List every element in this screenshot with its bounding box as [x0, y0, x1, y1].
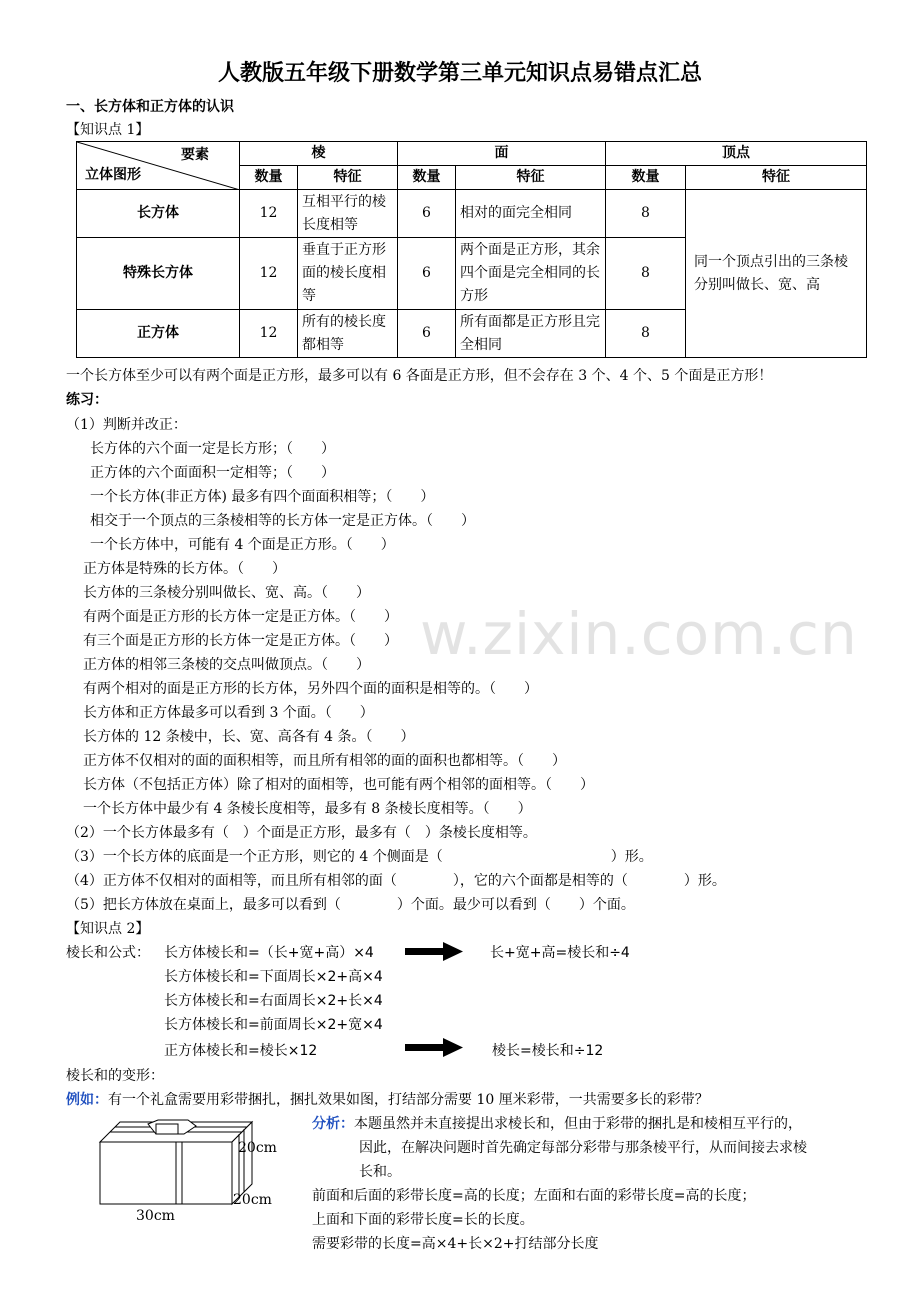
example-text: 有一个礼盒需要用彩带捆扎，捆扎效果如图，打结部分需要 10 厘米彩带，一共需要多长的彩带？ [108, 1092, 709, 1108]
judge-item: 一个长方体中最少有 4 条棱长度相等，最多有 8 条棱长度相等。（ ） [83, 801, 532, 817]
knowledge-point-1: 【知识点 1】 [66, 122, 150, 138]
analysis-label: 分析： [312, 1116, 354, 1132]
edge-count: 12 [240, 310, 298, 358]
edge-feature: 垂直于正方形面的棱长度相等 [298, 238, 398, 310]
exercise-4: （4）正方体不仅相对的面相等，而且所有相邻的面（ ），它的六个面都是相等的（ ）形。 [66, 873, 726, 889]
judge-item: 一个长方体中，可能有 4 个面是正方形。（ ） [90, 537, 395, 553]
edge-feature: 所有的棱长度都相等 [298, 310, 398, 358]
sub-feature: 特征 [686, 166, 867, 190]
judge-item: 长方体的 12 条棱中，长、宽、高各有 4 条。（ ） [83, 729, 415, 745]
table-corner [77, 142, 240, 190]
edge-count: 12 [240, 190, 298, 238]
sub-count: 数量 [606, 166, 686, 190]
solution-line: 前面和后面的彩带长度=高的长度；左面和右面的彩带长度=高的长度； [312, 1188, 756, 1204]
exercise-1-title: （1）判断并改正： [66, 417, 187, 433]
watermark: w.zixin.com.cn [420, 600, 858, 668]
width-label: 20cm [233, 1192, 272, 1208]
analysis-line: 长和。 [359, 1164, 401, 1180]
formula-line: 正方体棱长和=棱长×12 [164, 1043, 318, 1059]
example-label: 例如： [66, 1092, 108, 1108]
exercise-5: （5）把长方体放在桌面上，最多可以看到（ ）个面。最少可以看到（ ）个面。 [66, 897, 635, 913]
vertex-count: 8 [606, 238, 686, 310]
face-feature: 相对的面完全相同 [456, 190, 606, 238]
judge-item: 有两个相对的面是正方形的长方体，另外四个面的面积是相等的。（ ） [83, 681, 538, 697]
judge-item: 有三个面是正方形的长方体一定是正方体。（ ） [83, 633, 398, 649]
formula-label: 棱长和公式： [66, 945, 150, 961]
vertex-count: 8 [606, 190, 686, 238]
vertex-count: 8 [606, 310, 686, 358]
formula-line: 长方体棱长和=下面周长×2+高×4 [164, 969, 383, 985]
face-feature: 两个面是正方形，其余四个面是完全相同的长方形 [456, 238, 606, 310]
gift-box-figure [96, 1118, 256, 1208]
exercise-3: （3）一个长方体的底面是一个正方形，则它的 4 个侧面是（ ）形。 [66, 849, 653, 865]
face-count: 6 [398, 238, 456, 310]
judge-item: 长方体（不包括正方体）除了相对的面相等，也可能有两个相邻的面相等。（ ） [83, 777, 594, 793]
arrow-right-icon [405, 942, 463, 962]
corner-bottom-label: 立体图形 [85, 167, 141, 183]
sub-feature: 特征 [456, 166, 606, 190]
judge-item: 正方体的相邻三条棱的交点叫做顶点。（ ） [83, 657, 370, 673]
exercise-label: 练习： [66, 392, 108, 408]
sub-feature: 特征 [298, 166, 398, 190]
vertex-feature: 同一个顶点引出的三条棱分别叫做长、宽、高 [686, 190, 867, 358]
header-face: 面 [398, 142, 606, 166]
analysis-line: 本题虽然并未直接提出求棱长和，但由于彩带的捆扎是和棱相互平行的， [354, 1116, 802, 1132]
knowledge-point-2: 【知识点 2】 [66, 921, 150, 937]
corner-top-label: 要素 [181, 147, 209, 163]
face-feature: 所有面都是正方形且完全相同 [456, 310, 606, 358]
derived-formula: 长+宽+高=棱长和÷4 [490, 945, 630, 961]
height-label: 20cm [238, 1140, 277, 1156]
face-count: 6 [398, 310, 456, 358]
header-edge: 棱 [240, 142, 398, 166]
judge-item: 正方体是特殊的长方体。（ ） [83, 561, 286, 577]
row-name: 特殊长方体 [77, 238, 240, 310]
edge-count: 12 [240, 238, 298, 310]
analysis-line: 因此，在解决问题时首先确定每部分彩带与那条棱平行，从而间接去求棱 [359, 1140, 807, 1156]
exercise-2: （2）一个长方体最多有（ ）个面是正方形，最多有（ ）条棱长度相等。 [66, 825, 537, 841]
judge-item: 一个长方体(非正方体) 最多有四个面面积相等；（ ） [90, 489, 435, 505]
arrow-right-icon [405, 1038, 463, 1058]
variant-label: 棱长和的变形： [66, 1068, 164, 1084]
judge-item: 正方体的六个面面积一定相等；（ ） [90, 465, 335, 481]
solution-line: 上面和下面的彩带长度=长的长度。 [312, 1212, 534, 1228]
face-count: 6 [398, 190, 456, 238]
judge-item: 长方体和正方体最多可以看到 3 个面。（ ） [83, 705, 374, 721]
judge-item: 有两个面是正方形的长方体一定是正方体。（ ） [83, 609, 398, 625]
row-name: 长方体 [77, 190, 240, 238]
header-vertex: 顶点 [606, 142, 867, 166]
length-label: 30cm [136, 1208, 175, 1224]
solution-line: 需要彩带的长度=高×4+长×2+打结部分长度 [312, 1236, 599, 1252]
formula-line: 长方体棱长和=右面周长×2+长×4 [164, 993, 383, 1009]
sub-count: 数量 [398, 166, 456, 190]
section-heading: 一、长方体和正方体的认识 [66, 99, 234, 115]
table-row [77, 190, 867, 238]
derived-formula: 棱长=棱长和÷12 [492, 1043, 604, 1059]
edge-feature: 互相平行的棱长度相等 [298, 190, 398, 238]
formula-line: 长方体棱长和=前面周长×2+宽×4 [164, 1017, 383, 1033]
judge-item: 正方体不仅相对的面的面积相等，而且所有相邻的面的面积也都相等。（ ） [83, 753, 566, 769]
sub-count: 数量 [240, 166, 298, 190]
row-name: 正方体 [77, 310, 240, 358]
formula-line: 长方体棱长和=（长+宽+高）×4 [164, 945, 374, 961]
judge-item: 长方体的三条棱分别叫做长、宽、高。（ ） [83, 585, 370, 601]
note-text: 一个长方体至少可以有两个面是正方形，最多可以有 6 各面是正方形，但不会存在 3 个、4 个、5 个面是正方形！ [66, 368, 773, 384]
judge-item: 长方体的六个面一定是长方形；（ ） [90, 441, 335, 457]
judge-item: 相交于一个顶点的三条棱相等的长方体一定是正方体。（ ） [90, 513, 475, 529]
knowledge-table [76, 141, 867, 358]
page-title: 人教版五年级下册数学第三单元知识点易错点汇总 [217, 61, 702, 86]
